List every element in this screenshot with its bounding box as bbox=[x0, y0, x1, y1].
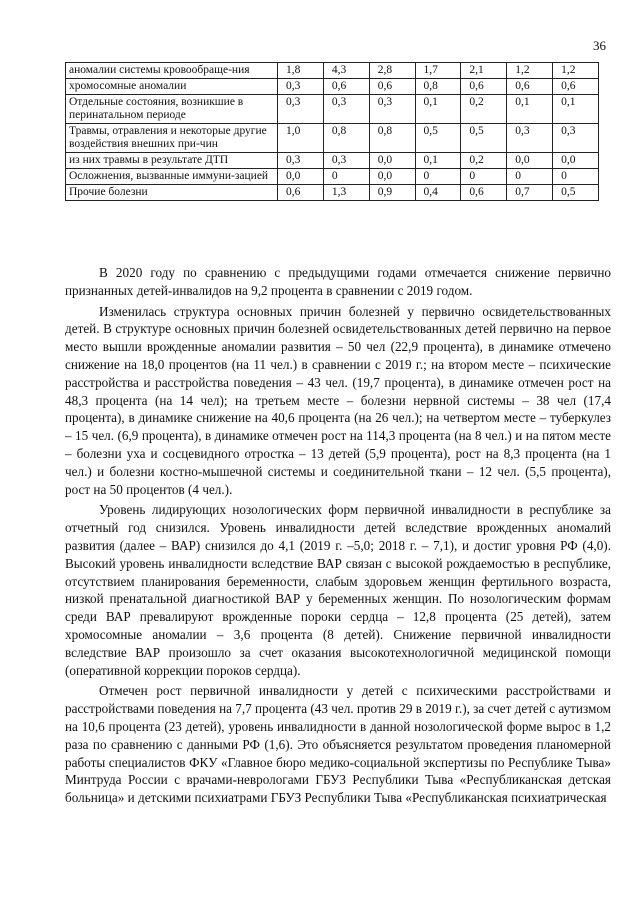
table-cell: 0,3 bbox=[507, 124, 553, 153]
table-cell: 0 bbox=[553, 169, 599, 185]
table-cell: 0 bbox=[323, 169, 369, 185]
page-number: 36 bbox=[593, 38, 606, 53]
table-cell: 0,0 bbox=[369, 153, 415, 169]
table-cell: 0,8 bbox=[323, 124, 369, 153]
paragraph: В 2020 году по сравнению с предыдущими годами отмечается снижение первично признанных детей-инвалидов на 9,2 процента в сравнении с 2019 годом. bbox=[65, 265, 611, 298]
table-cell: 0 bbox=[507, 169, 553, 185]
table-cell: 0,2 bbox=[461, 153, 507, 169]
table-cell: 0,1 bbox=[415, 153, 461, 169]
table-row bbox=[66, 153, 599, 169]
table-cell: 4,3 bbox=[323, 63, 369, 79]
row-label: хромосомные аномалии bbox=[66, 79, 278, 95]
table-cell: 0,4 bbox=[415, 185, 461, 201]
row-label: Осложнения, вызванные иммуни-зацией bbox=[66, 169, 278, 185]
row-label: Травмы, отравления и некоторые другие воздействия внешних при-чин bbox=[66, 124, 278, 153]
table-cell: 0,6 bbox=[461, 79, 507, 95]
table-row bbox=[66, 63, 599, 79]
table-cell: 0,5 bbox=[415, 124, 461, 153]
table-cell: 0,6 bbox=[461, 185, 507, 201]
row-label: Отдельные состояния, возникшие в перинатальном периоде bbox=[66, 95, 278, 124]
table-cell: 0,1 bbox=[415, 95, 461, 124]
table-row bbox=[66, 79, 599, 95]
paragraph: Изменилась структура основных причин болезней у первично освидетельствованных детей. В структуре основных причин болезней освидетельствованных детей первично на первое место вышли врожденные аномалии развития – 50 чел (22,9 процента), в динамике отмечено снижение на 18,0 процентов (на 11 чел.) в сравнении с 2019 г.; на втором месте – психические расстройства и расстройства поведения – 43 чел. (19,7 процента), в динамике отмечен рост на 48,3 процента (на 14 чел); на третьем месте – болезни нервной системы – 38 чел (17,4 процента), в динамике снижение на 40,6 процента (на 26 чел.); на четвертом месте – туберкулез – 15 чел. (6,9 процента), в динамике отмечен рост на 114,3 процента (на 8 чел.) и на пятом месте – болезни уха и сосцевидного отростка – 13 детей (5,9 процента), рост на 8,3 процента (на 1 чел.) и болезни костно-мышечной системы и соединительной ткани – 12 чел. (5,5 процента), рост на 50 процентов (4 чел.). bbox=[65, 303, 611, 497]
table-cell: 0 bbox=[461, 169, 507, 185]
table-cell: 0,6 bbox=[323, 79, 369, 95]
table-cell: 0,3 bbox=[323, 95, 369, 124]
table-row bbox=[66, 95, 599, 124]
row-label: Прочие болезни bbox=[66, 185, 278, 201]
table-cell: 0,0 bbox=[553, 153, 599, 169]
body-text bbox=[65, 264, 611, 807]
table-cell: 1,2 bbox=[507, 63, 553, 79]
table-cell: 2,8 bbox=[369, 63, 415, 79]
table-cell: 0,8 bbox=[369, 124, 415, 153]
table-cell: 1,0 bbox=[278, 124, 324, 153]
table-cell: 0,9 bbox=[369, 185, 415, 201]
table-row bbox=[66, 169, 599, 185]
table-cell: 1,7 bbox=[415, 63, 461, 79]
table-cell: 0,3 bbox=[278, 79, 324, 95]
table-cell: 0 bbox=[415, 169, 461, 185]
table-cell: 0,0 bbox=[278, 169, 324, 185]
table-row bbox=[66, 185, 599, 201]
table-cell: 0,6 bbox=[507, 79, 553, 95]
table-cell: 0,0 bbox=[369, 169, 415, 185]
table-cell: 0,1 bbox=[553, 95, 599, 124]
table-cell: 1,8 bbox=[278, 63, 324, 79]
table-cell: 0,3 bbox=[278, 95, 324, 124]
table-cell: 0,6 bbox=[369, 79, 415, 95]
table-cell: 1,3 bbox=[323, 185, 369, 201]
table-cell: 0,3 bbox=[323, 153, 369, 169]
table-cell: 0,8 bbox=[415, 79, 461, 95]
table-cell: 0,7 bbox=[507, 185, 553, 201]
table-cell: 0,1 bbox=[507, 95, 553, 124]
row-label: из них травмы в результате ДТП bbox=[66, 153, 278, 169]
paragraph: Отмечен рост первичной инвалидности у детей с психическими расстройствами и расстройствами поведения на 7,7 процента (43 чел. против 29 в 2019 г.), за счет детей с аутизмом на 10,6 процента (23 детей), уровень инвалидности в данной нозологической форме вырос в 1,2 раза по сравнению с данными РФ (1,6). Это объясняется результатом проведения планомерной работы специалистов ФКУ «Главное бюро медико-социальной экспертизы по Республике Тыва» Минтруда России с врачами-неврологами ГБУЗ Республики Тыва «Республиканская детская больница» и детскими психиатрами ГБУЗ Республики Тыва «Республиканская психиатрическая bbox=[65, 683, 612, 806]
table-cell: 0,6 bbox=[553, 79, 599, 95]
table-cell: 0,0 bbox=[507, 153, 553, 169]
row-label: аномалии системы кровообраще-ния bbox=[66, 63, 278, 79]
table-cell: 0,6 bbox=[278, 185, 324, 201]
table-cell: 1,2 bbox=[553, 63, 599, 79]
table-cell: 0,3 bbox=[278, 153, 324, 169]
table-cell: 0,5 bbox=[461, 124, 507, 153]
table-cell: 0,3 bbox=[369, 95, 415, 124]
table-row bbox=[66, 124, 599, 153]
table-cell: 0,3 bbox=[553, 124, 599, 153]
statistics-table bbox=[65, 62, 599, 201]
table-cell: 0,2 bbox=[461, 95, 507, 124]
table-cell: 2,1 bbox=[461, 63, 507, 79]
paragraph: Уровень лидирующих нозологических форм первичной инвалидности в республике за отчетный год снизился. Уровень инвалидности детей вследствие врожденных аномалий развития (далее – ВАР) снизился до 4,1 (2019 г. –5,0; 2018 г. – 7,1), и достиг уровня РФ (4,0). Высокий уровень инвалидности вследствие ВАР связан с высокой рождаемостью в республике, отсутствием планирования беременности, слабым здоровьем женщин фертильного возраста, низкой пренатальной диагностикой ВАР у беременных женщин. По нозологическим формам среди ВАР превалируют врожденные пороки сердца – 12,8 процента (25 детей), затем хромосомные аномалии – 3,6 процента (8 детей). Снижение первичной инвалидности вследствие ВАР произошло за счет оказания высокотехнологичной медицинской помощи (оперативной коррекции пороков сердца). bbox=[65, 502, 611, 678]
table-cell: 0,5 bbox=[553, 185, 599, 201]
